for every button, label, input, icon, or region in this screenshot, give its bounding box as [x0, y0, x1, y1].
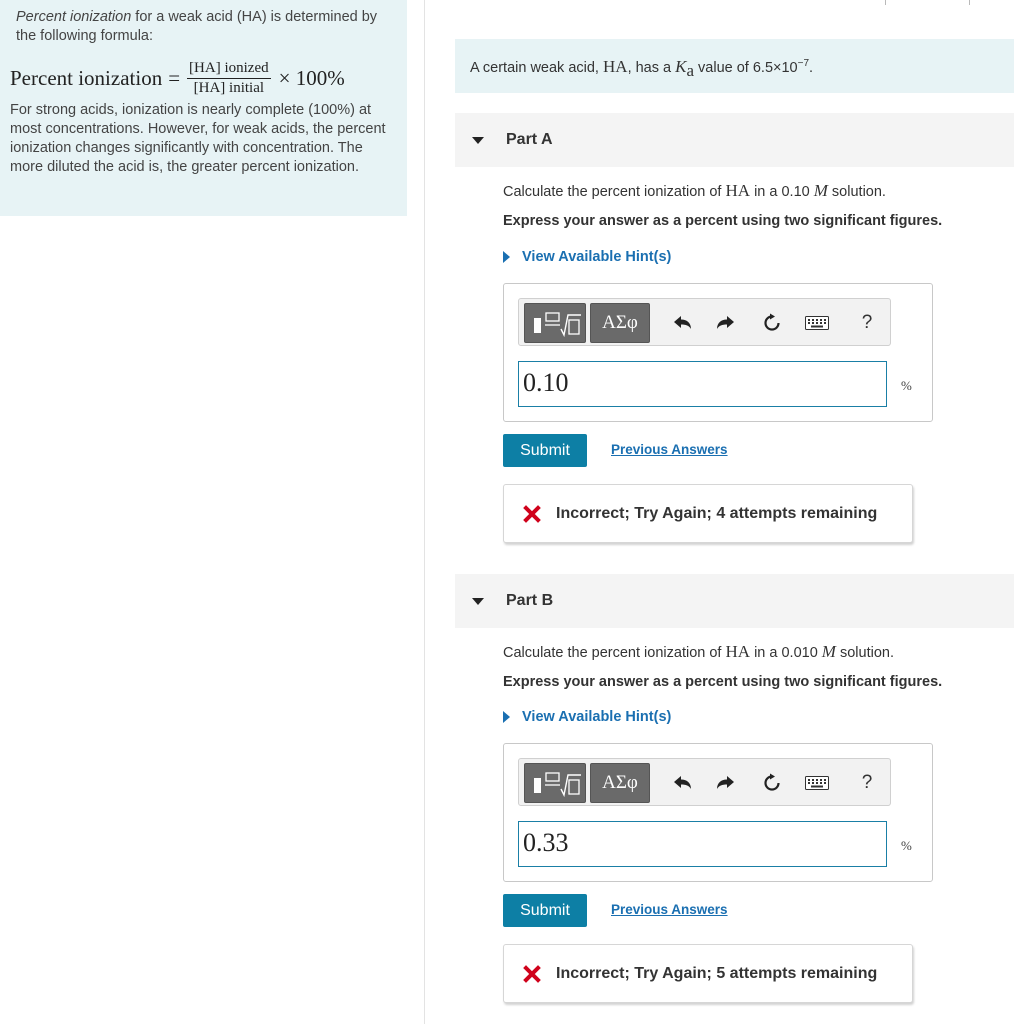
part-a-hint-label: View Available Hint(s) [522, 249, 672, 265]
column-divider [424, 0, 425, 1024]
redo-icon[interactable] [712, 309, 738, 337]
part-a-feedback-text: Incorrect; Try Again; 4 attempts remaining [556, 504, 878, 522]
part-a-q-pre: Calculate the percent ionization of [503, 184, 726, 200]
formula-equals: = [168, 66, 181, 90]
greek-symbols-button[interactable]: ΑΣφ [590, 303, 650, 343]
percent-ionization-formula [10, 60, 397, 97]
formula-numerator: [HA] ionized [187, 60, 271, 79]
statement-k: K [675, 57, 687, 76]
part-b-answer-input[interactable]: 0.33 [518, 821, 887, 867]
incorrect-x-icon [523, 965, 541, 983]
part-a-instruction: Express your answer as a percent using two significant figures. [503, 213, 943, 229]
part-b-previous-answers-link[interactable]: Previous Answers [611, 902, 728, 917]
part-b-title: Part B [506, 592, 554, 609]
expand-triangle-icon [503, 251, 510, 263]
statement-pre: A certain weak acid, [470, 60, 603, 76]
keyboard-icon[interactable] [804, 309, 830, 337]
part-a-submit-button[interactable]: Submit [503, 434, 587, 467]
math-toolbar [518, 298, 891, 346]
part-a-question [503, 181, 886, 201]
keyboard-icon[interactable] [804, 769, 830, 797]
part-b-header[interactable] [455, 574, 1014, 628]
help-button[interactable]: ? [861, 312, 873, 333]
incorrect-x-icon [523, 505, 541, 523]
formula-fraction [187, 60, 271, 97]
part-a-q-post: solution. [827, 184, 886, 200]
help-button[interactable]: ? [861, 772, 873, 793]
part-a-feedback [503, 484, 913, 543]
problem-statement [455, 39, 1014, 93]
part-b-q-unit: M [821, 642, 836, 661]
part-a-answer-box [503, 283, 933, 422]
templates-icon [525, 764, 587, 804]
statement-post: value of 6.5×10 [694, 60, 798, 76]
intro-rest: for a weak acid (HA) is determined by the following formula: [16, 9, 378, 44]
part-b-hint-toggle[interactable] [503, 709, 671, 725]
part-b-submit-button[interactable]: Submit [503, 894, 587, 927]
part-a-hint-toggle[interactable] [503, 249, 671, 265]
info-body: For strong acids, ionization is nearly complete (100%) at most concentrations. However, for weak acids, the percent ionization changes significantly with concentration. The more diluted the acid is, the greater percent ionization. [10, 102, 386, 175]
math-toolbar [518, 758, 891, 806]
reset-icon[interactable] [759, 309, 785, 337]
templates-button[interactable] [524, 763, 586, 803]
info-panel [0, 0, 407, 216]
part-b-hint-label: View Available Hint(s) [522, 709, 672, 725]
part-a-q-acid: HA [725, 181, 751, 200]
statement-end: . [809, 60, 814, 76]
part-a-unit: % [901, 378, 912, 393]
intro-emphasis: Percent ionization [16, 9, 132, 25]
expand-triangle-icon [503, 711, 510, 723]
collapse-triangle-icon[interactable] [472, 137, 484, 144]
templates-button[interactable] [524, 303, 586, 343]
statement-mid: , has a [627, 60, 676, 76]
part-b-question [503, 642, 894, 662]
part-a-previous-answers-link[interactable]: Previous Answers [611, 442, 728, 457]
part-b-feedback [503, 944, 913, 1003]
redo-icon[interactable] [712, 769, 738, 797]
part-b-q-pre: Calculate the percent ionization of [503, 645, 726, 661]
part-b-q-mid: in a 0.010 [750, 645, 822, 661]
formula-lhs: Percent ionization [10, 66, 163, 90]
part-b-q-acid: HA [725, 642, 751, 661]
formula-denominator: [HA] initial [193, 80, 265, 96]
part-a-q-unit: M [813, 181, 828, 200]
part-b-feedback-text: Incorrect; Try Again; 5 attempts remaining [556, 964, 878, 982]
part-a-q-mid: in a 0.10 [750, 184, 814, 200]
undo-icon[interactable] [670, 769, 696, 797]
part-b-q-post: solution. [835, 645, 895, 661]
statement-acid: HA [603, 57, 628, 76]
formula-times: × 100% [278, 66, 345, 90]
intro-text [10, 8, 397, 46]
part-b-answer-box [503, 743, 933, 882]
statement-k-sub: a [686, 60, 695, 80]
collapse-triangle-icon[interactable] [472, 598, 484, 605]
part-a-header[interactable] [455, 113, 1014, 167]
reset-icon[interactable] [759, 769, 785, 797]
part-b-unit: % [901, 838, 912, 853]
part-b-instruction: Express your answer as a percent using two significant figures. [503, 674, 943, 690]
greek-symbols-button[interactable]: ΑΣφ [590, 763, 650, 803]
undo-icon[interactable] [670, 309, 696, 337]
statement-exponent: −7 [797, 58, 810, 70]
part-a-answer-input[interactable]: 0.10 [518, 361, 887, 407]
part-a-title: Part A [506, 131, 553, 148]
templates-icon [525, 304, 587, 344]
